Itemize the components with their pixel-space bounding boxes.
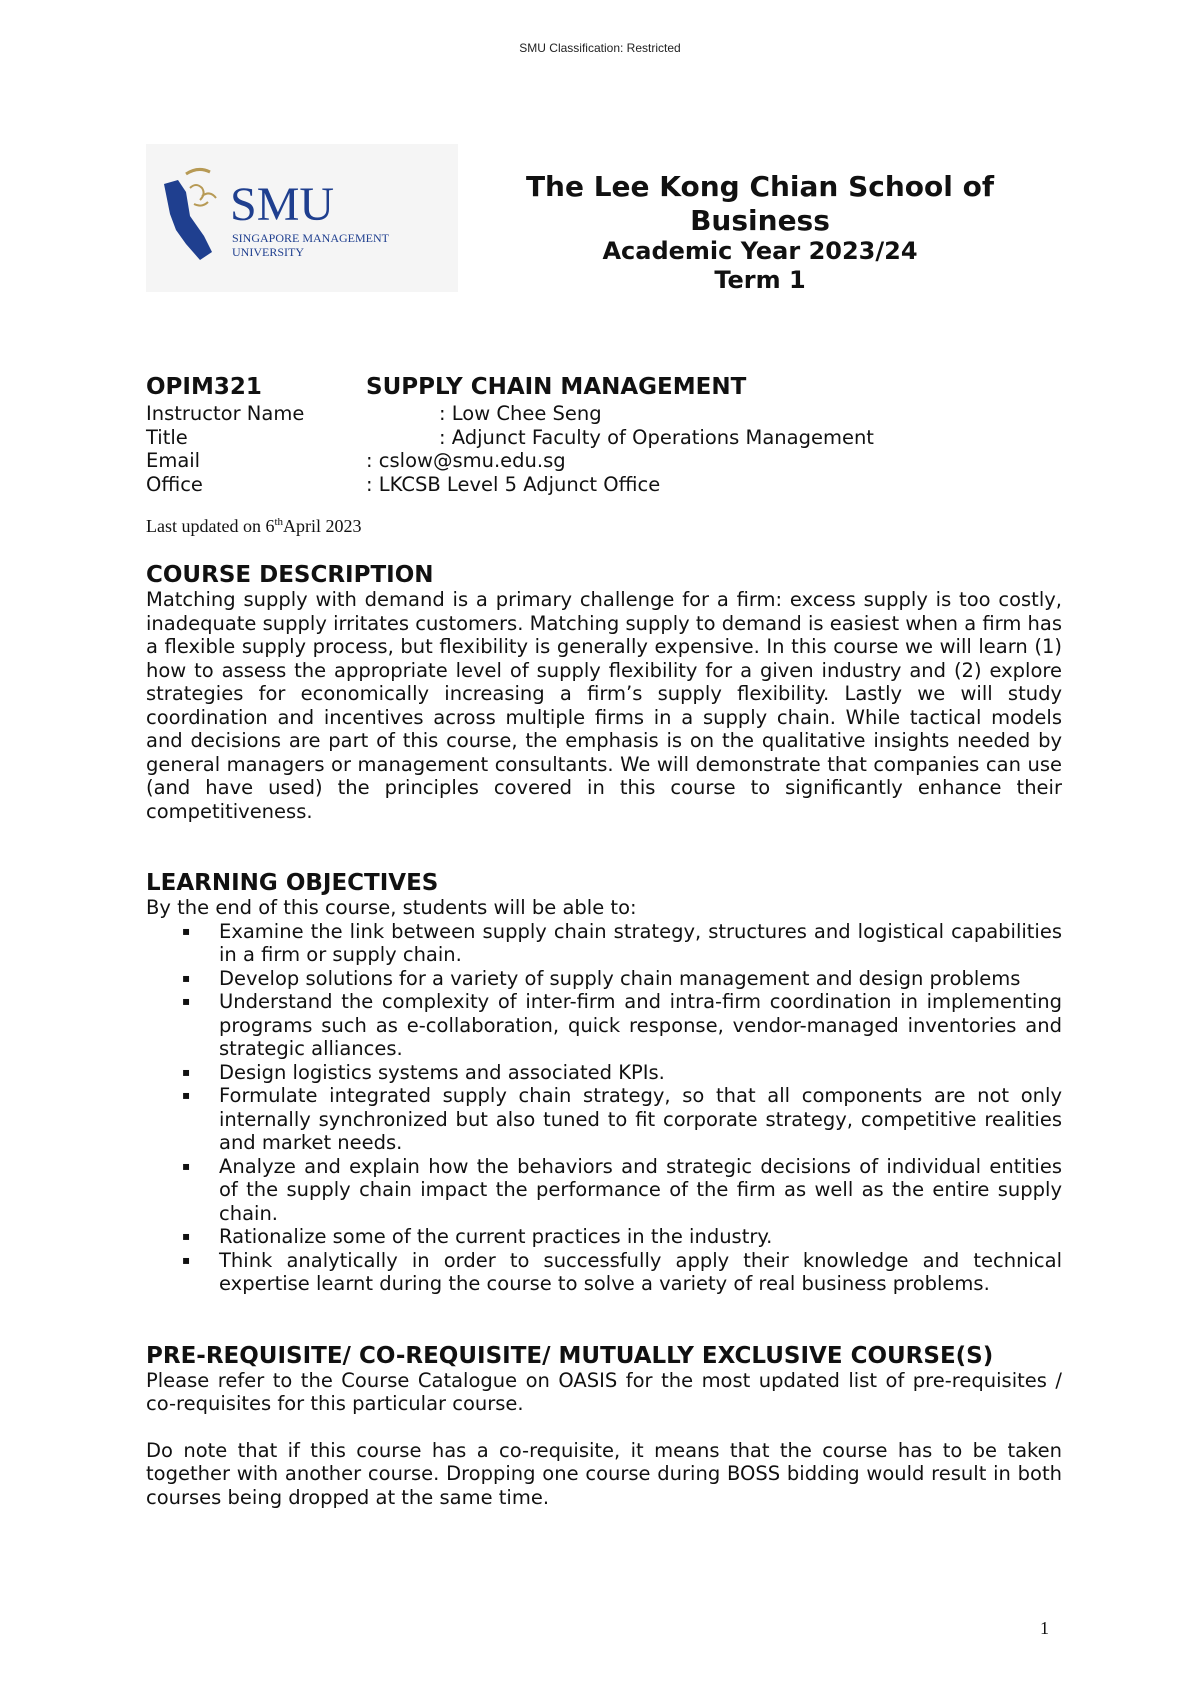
course-heading: [146, 372, 1062, 402]
info-value: : LKCSB Level 5 Adjunct Office: [366, 472, 661, 496]
section-heading: COURSE DESCRIPTION: [146, 562, 434, 588]
email-link[interactable]: : cslow@smu.edu.sg: [366, 449, 566, 472]
bullet-icon: ▪: [182, 994, 191, 1008]
objectives-intro: By the end of this course, students will be able to:: [146, 896, 637, 919]
updated-prefix: Last updated on 6: [146, 516, 275, 536]
section-heading: PRE-REQUISITE/ CO-REQUISITE/ MUTUALLY EXCLUSIVE COURSE(S): [146, 1342, 994, 1369]
updated-suffix: th: [274, 516, 284, 528]
bullet-icon: ▪: [182, 1252, 191, 1267]
bullet-icon: ▪: [182, 1064, 191, 1079]
info-value: : Adjunct Faculty of Operations Management: [439, 425, 874, 449]
instructor-office-row: [146, 473, 1062, 497]
main-content: [146, 372, 1062, 1509]
info-label: Instructor Name: [146, 402, 305, 425]
info-value: : Low Chee Seng: [439, 402, 602, 425]
logo-line1-text: SINGAPORE MANAGEMENT: [232, 231, 390, 245]
course-code: OPIM321: [146, 374, 262, 400]
prerequisite-para-1: Please refer to the Course Catalogue on OASIS for the most updated list of pre-requisites / co-requisites for this particular course.: [146, 1368, 1062, 1415]
course-title: SUPPLY CHAIN MANAGEMENT: [366, 374, 747, 400]
instructor-title-row: [146, 426, 1062, 450]
bullet-icon: ▪: [182, 1088, 191, 1102]
description-text: Matching supply with demand is a primary challenge for a firm: excess supply is too costly, inadequate supply irritates customers. Matching supply to demand is easiest when a firm has a flexible supply process, but flexibility is generally expensive. In this course we will learn (1) how to assess the appropriate level of supply flexibility for a given industry and (2) explore strategies for economically increasing a firm’s supply flexibility. Lastly we will study coordination and incentives across multiple firms in a supply chain. While tactical models and decisions are part of this course, the emphasis is on the qualitative insights needed by general managers or management consultants. We will demonstrate that companies can use (and have used) the principles covered in this course to significantly enhance their competitiveness.: [146, 588, 1062, 823]
page-number: 1: [1040, 1618, 1049, 1638]
logo-smu-text: SMU: [230, 178, 335, 231]
academic-year: Academic Year 2023/24: [602, 237, 918, 266]
updated-rest: April 2023: [283, 516, 362, 536]
list-item: ▪ Formulate integrated supply chain strategy, so that all components are not only internally synchronized but also tuned to fit corporate strategy, competitive realities and market needs.: [182, 1084, 1062, 1154]
term: Term 1: [714, 265, 806, 294]
section-heading: LEARNING OBJECTIVES: [146, 870, 439, 896]
smu-logo-icon: [146, 144, 458, 292]
prerequisite-para-2: Do note that if this course has a co-requisite, it means that the course has to be taken together with another course. Dropping one course during BOSS bidding would result in both courses being dropped at the same time.: [146, 1438, 1062, 1509]
classification-label: SMU Classification: Restricted: [519, 41, 681, 55]
smu-logo: [146, 144, 458, 292]
list-item: ▪ Understand the complexity of inter-firm and intra-firm coordination in implementing programs such as e-collaboration, quick response, vendor-managed inventories and strategic alliances.: [182, 990, 1062, 1060]
list-item: ▪ Examine the link between supply chain strategy, structures and logistical capabilities in a firm or supply chain.: [182, 919, 1062, 966]
bullet-icon: ▪: [182, 923, 191, 938]
list-item: ▪ Rationalize some of the current practices in the industry.: [182, 1225, 773, 1248]
list-item: ▪ Develop solutions for a variety of supply chain management and design problems: [182, 966, 1021, 990]
prerequisite-section: [146, 1343, 1062, 1510]
info-label: Office: [146, 472, 203, 496]
instructor-name-row: [146, 402, 1062, 426]
list-item: ▪ Analyze and explain how the behaviors and strategic decisions of individual entities of the supply chain impact the performance of the firm as well as the entire supply chain.: [182, 1154, 1062, 1225]
last-updated: [146, 510, 1062, 538]
list-item: ▪ Design logistics systems and associated KPIs.: [182, 1060, 665, 1084]
course-description-section: [146, 562, 1062, 823]
objectives-list: [146, 920, 1062, 1296]
instructor-email-row: [146, 449, 1062, 473]
info-label: Email: [146, 449, 201, 472]
list-item: ▪ Think analytically in order to successfully apply their knowledge and technical expertise learnt during the course to solve a variety of real business problems.: [182, 1248, 1062, 1295]
learning-objectives-section: [146, 870, 1062, 1296]
bullet-icon: ▪: [182, 1158, 191, 1173]
info-label: Title: [146, 425, 188, 449]
school-header: [500, 170, 1020, 295]
bullet-icon: ▪: [182, 970, 191, 985]
logo-line2-text: UNIVERSITY: [232, 245, 304, 259]
bullet-icon: ▪: [182, 1229, 191, 1243]
school-name: The Lee Kong Chian School of Business: [525, 170, 995, 237]
